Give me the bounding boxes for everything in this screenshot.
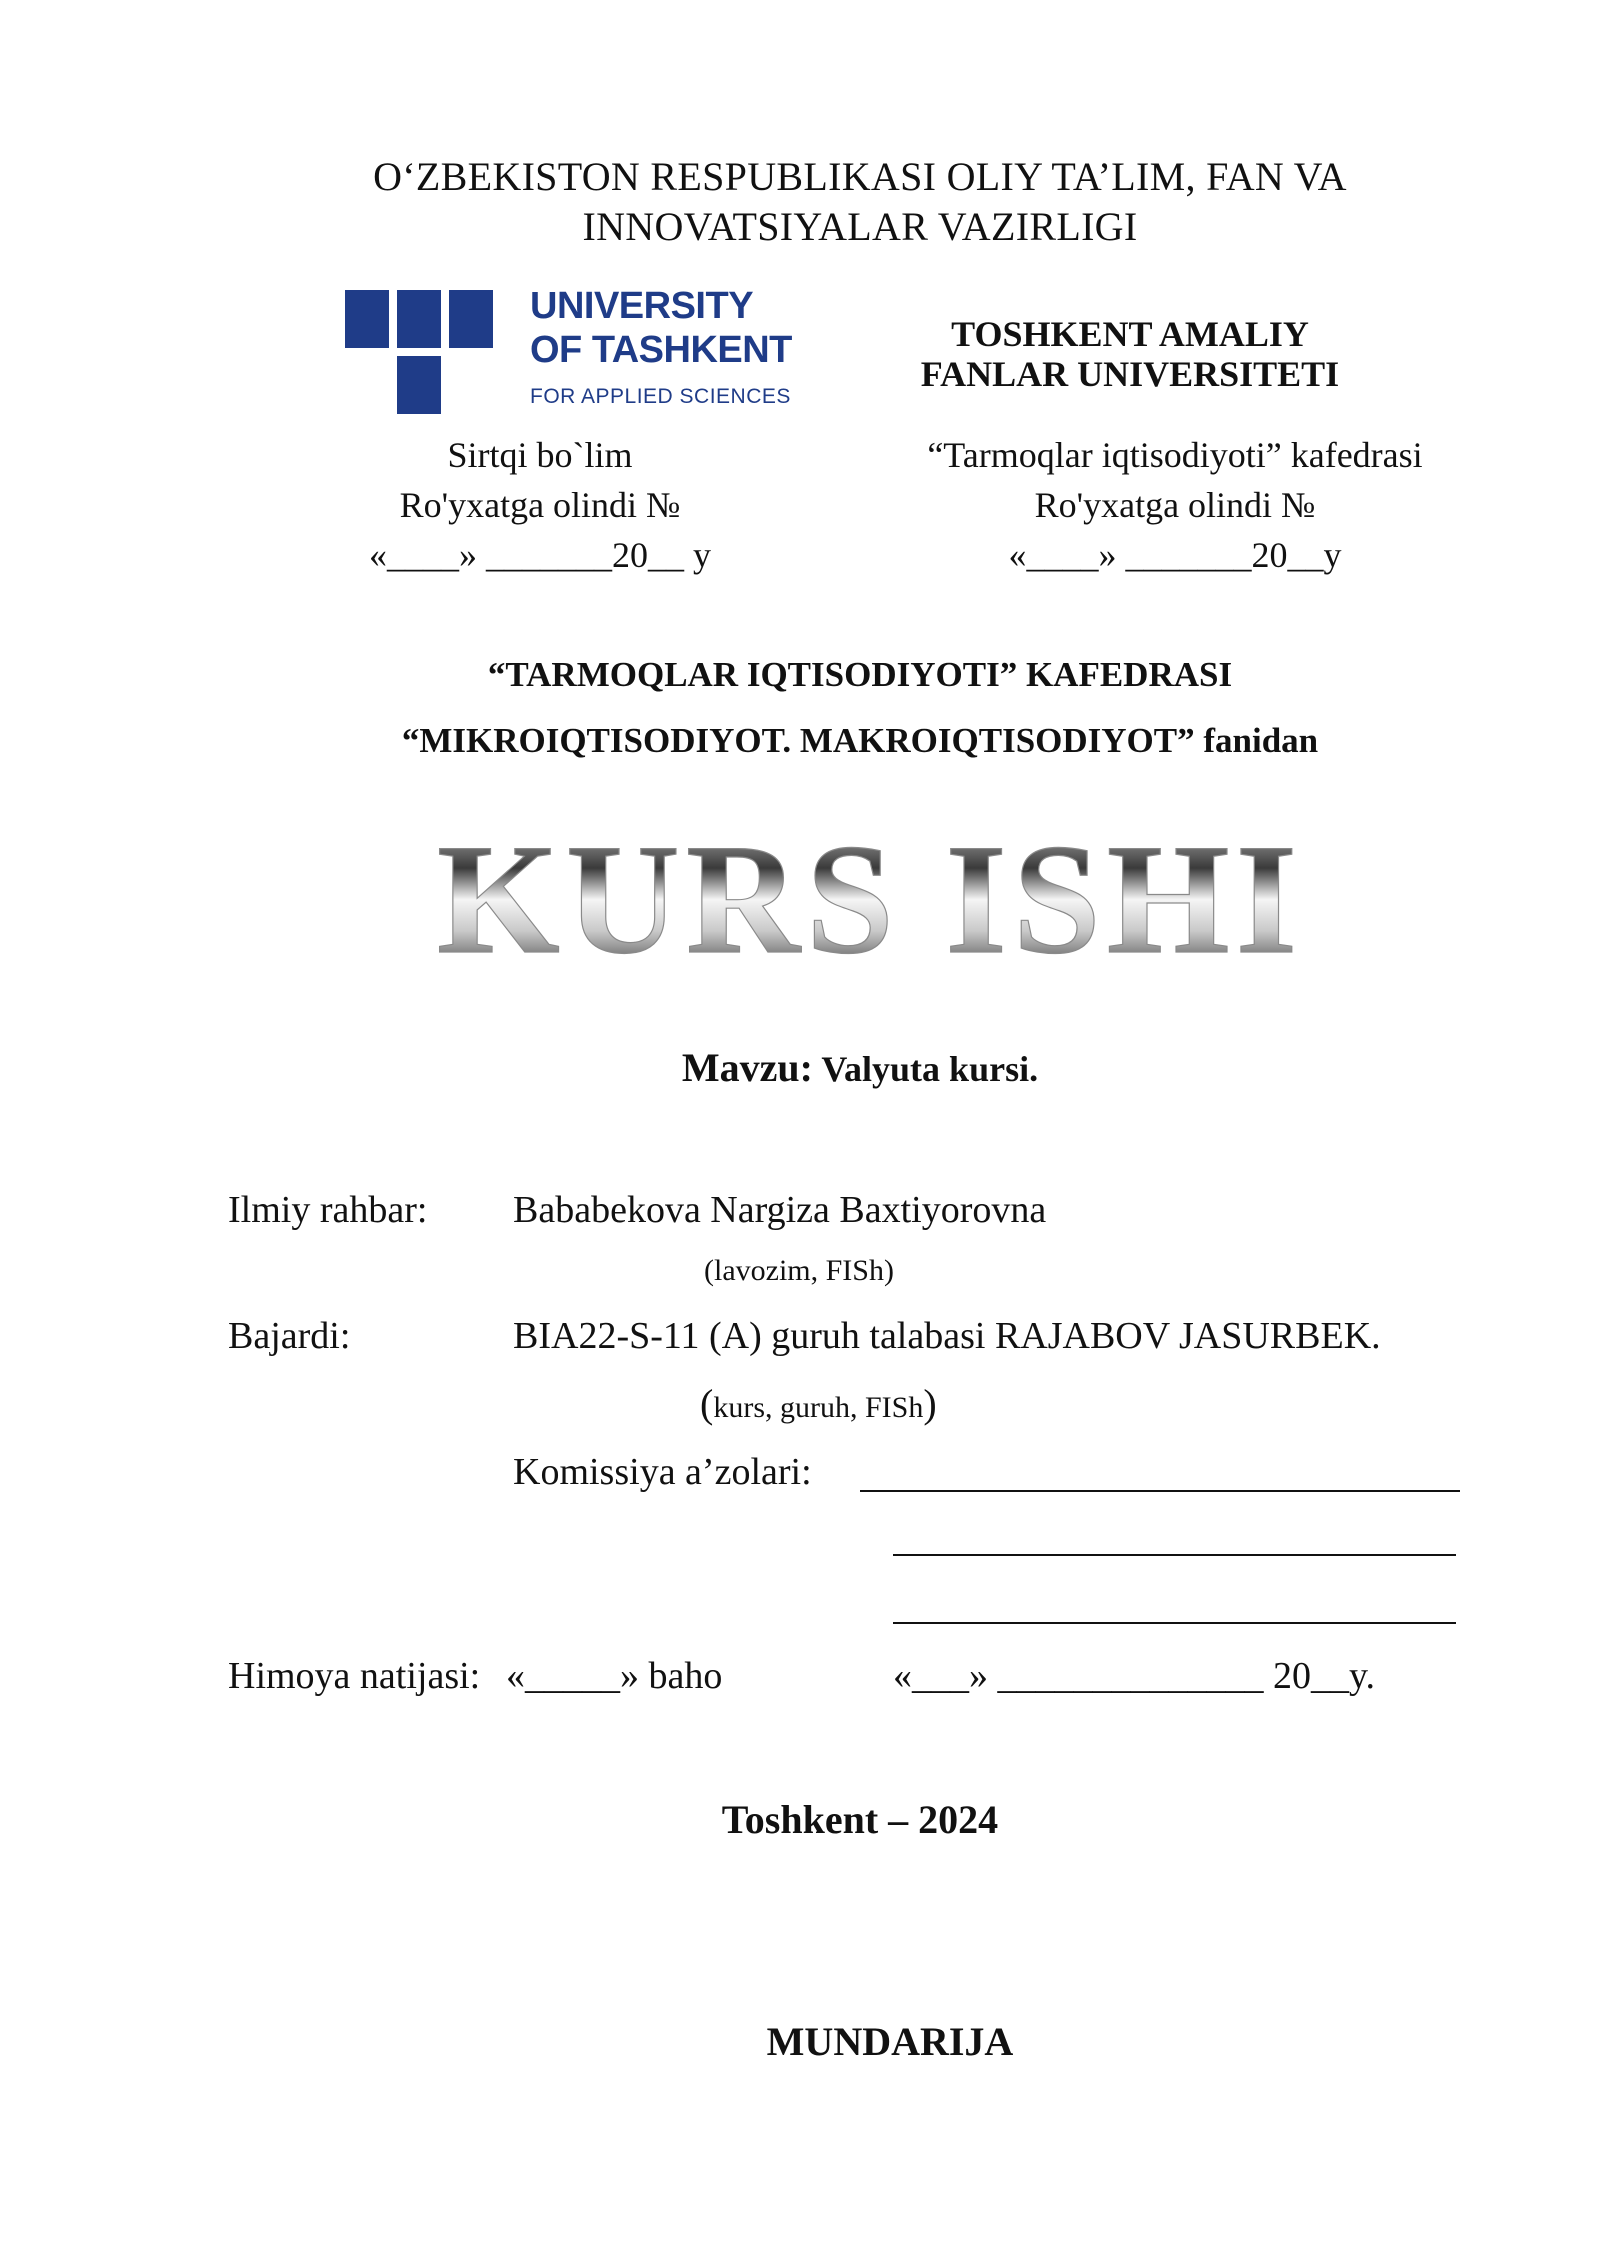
commission-line-1 [860, 1490, 1460, 1492]
city-year: Toshkent – 2024 [721, 1797, 999, 1842]
logo-line-2: OF TASHKENT [530, 329, 792, 371]
left-registration-block [310, 430, 770, 580]
defense-label: Himoya natijasi: [228, 1655, 481, 1697]
university-name [880, 314, 1380, 394]
author-hint-text: kurs, guruh, FISh [713, 1391, 924, 1424]
author-hint-open: ( [700, 1381, 714, 1426]
left-registered: Ro'yxatga olindi № [399, 485, 681, 525]
supervisor-hint: (lavozim, FISh) [704, 1254, 894, 1287]
logo-line-3: FOR APPLIED SCIENCES [530, 385, 791, 408]
right-dept: “Tarmoqlar iqtisodiyoti” kafedrasi [927, 435, 1423, 475]
topic-value: Valyuta kursi. [821, 1049, 1039, 1089]
university-line-2: FANLAR UNIVERSITETI [920, 354, 1340, 394]
big-title-text: KURS ISHI [436, 812, 1304, 975]
logo-wordmark [530, 284, 792, 410]
big-title [395, 805, 1345, 975]
topic-label: Mavzu: [681, 1045, 813, 1090]
ministry-line-1: O‘ZBEKISTON RESPUBLIKASI OLIY TA’LIM, FAN VA [373, 154, 1347, 199]
right-date: «____» _______20__y [1008, 535, 1342, 575]
left-dept: Sirtqi bo`lim [447, 435, 633, 475]
author-label: Bajardi: [228, 1315, 351, 1357]
right-registered: Ro'yxatga olindi № [1034, 485, 1316, 525]
right-registration-block [885, 430, 1465, 580]
supervisor-name: Bababekova Nargiza Baxtiyorovna [513, 1189, 1047, 1231]
commission-line-3 [893, 1622, 1456, 1624]
department-line-1: “TARMOQLAR IQTISODIYOTI” KAFEDRASI [487, 655, 1233, 694]
author-value: BIA22-S-11 (A) guruh talabasi RAJABOV JASURBEK. [513, 1315, 1381, 1357]
ministry-header [0, 152, 1600, 252]
author-hint-close: ) [923, 1381, 937, 1426]
ministry-line-2: INNOVATSIYALAR VAZIRLIGI [582, 204, 1138, 249]
logo-line-1: UNIVERSITY [530, 285, 754, 327]
supervisor-label: Ilmiy rahbar: [228, 1189, 428, 1231]
university-line-1: TOSHKENT AMALIY [951, 314, 1309, 354]
commission-line-2 [893, 1554, 1456, 1556]
topic-line [0, 1044, 1600, 1091]
commission-label: Komissiya a’zolari: [513, 1451, 812, 1493]
department-line-2: “MIKROIQTISODIYOT. MAKROIQTISODIYOT” fanidan [401, 721, 1319, 760]
department-block [0, 642, 1600, 774]
left-date: «____» _______20__ y [369, 535, 711, 575]
contents-heading: MUNDARIJA [766, 2019, 1014, 2064]
defense-grade: «_____» baho [506, 1655, 723, 1697]
defense-date: «___» ______________ 20__y. [893, 1655, 1376, 1697]
author-hint [700, 1380, 937, 1427]
